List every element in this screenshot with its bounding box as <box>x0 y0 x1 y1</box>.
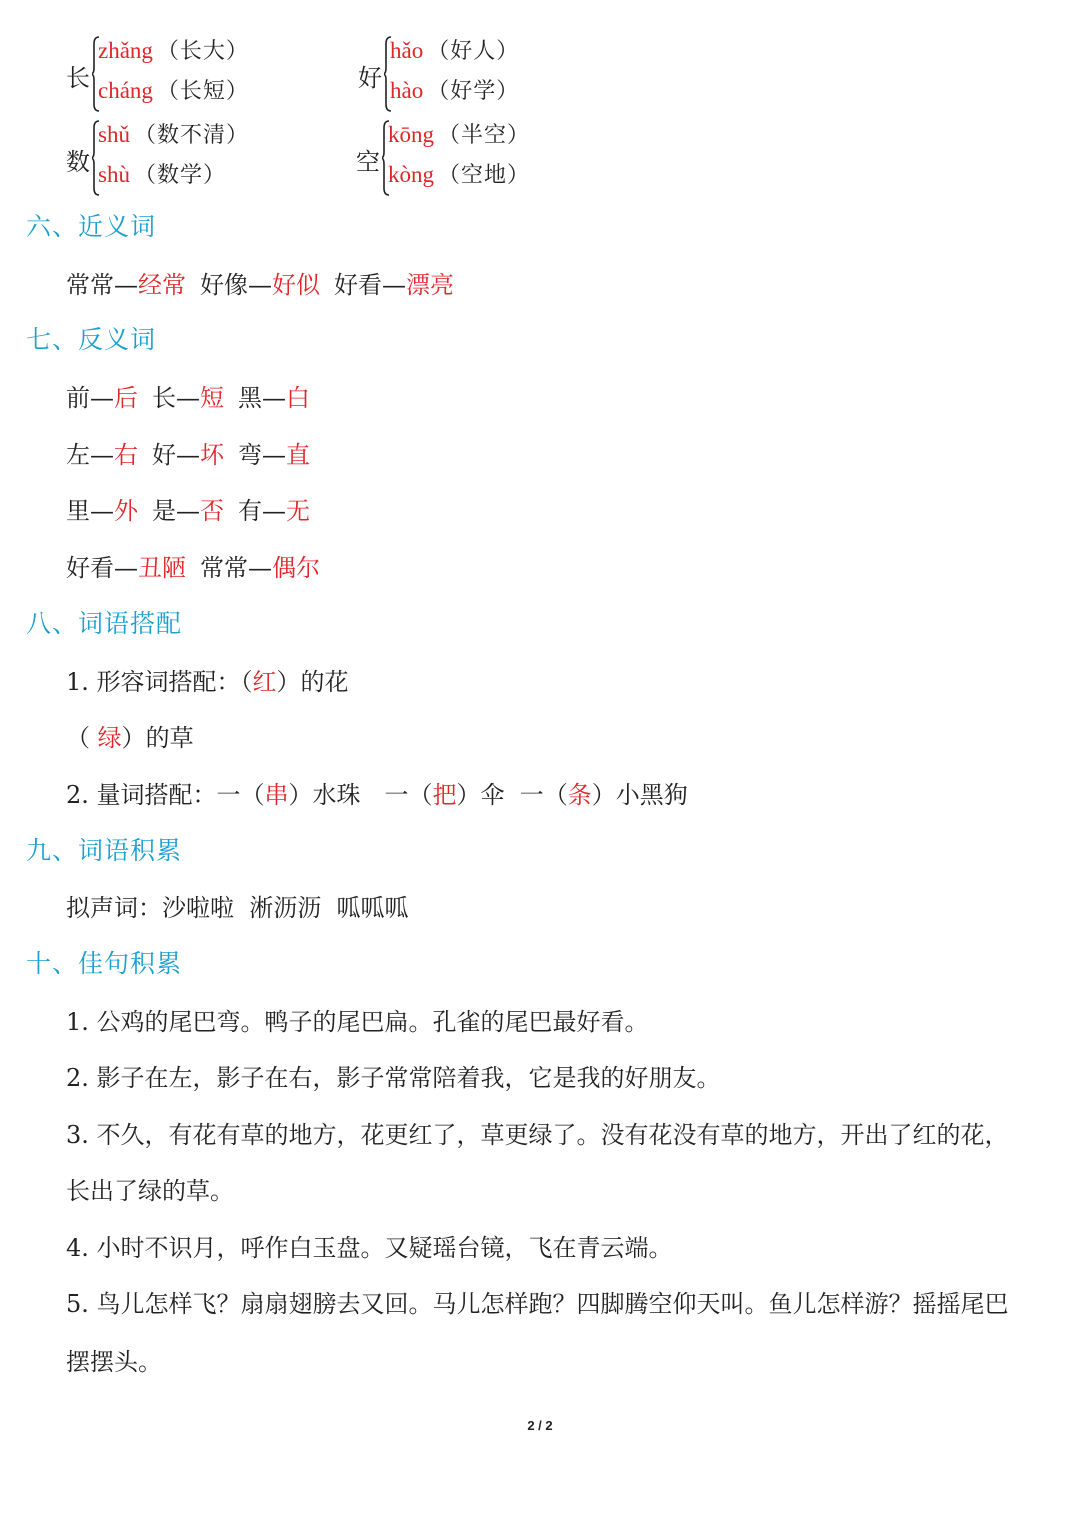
word: 左— <box>66 441 114 469</box>
answer-word: 右 <box>114 441 138 469</box>
answer-word: 坏 <box>200 441 224 469</box>
polyphone-char: 长 <box>66 64 90 92</box>
section-heading-vocabulary: 九、词语积累 <box>26 836 183 865</box>
text: ）水珠 一（ <box>288 781 433 809</box>
word: 弯— <box>238 441 286 469</box>
section-heading-sentences: 十、佳句积累 <box>26 949 183 978</box>
word: 好— <box>152 441 200 469</box>
polyphone-reading <box>98 74 249 105</box>
polyphone-reading <box>388 118 530 149</box>
pinyin: zhǎng <box>98 38 153 63</box>
example-word: （半空） <box>438 123 531 148</box>
word: 前— <box>66 384 114 412</box>
antonyms-line <box>66 435 310 470</box>
polyphone-char: 好 <box>358 64 382 92</box>
polyphone-reading <box>98 34 249 65</box>
answer-word: 条 <box>567 781 592 809</box>
answer-word: 经常 <box>138 271 186 299</box>
answer-word: 丑陋 <box>138 554 186 582</box>
example-word: （数不清） <box>133 123 249 148</box>
sentence-line: 2. 影子在左，影子在右，影子常常陪着我，它是我的好朋友。 <box>66 1064 721 1092</box>
example-word: （长大） <box>156 39 249 64</box>
antonyms-line <box>66 548 320 583</box>
sentence-line: 3. 不久，有花有草的地方，花更红了，草更绿了。没有花没有草的地方，开出了红的花， <box>66 1121 1009 1149</box>
answer-word: 白 <box>286 384 310 412</box>
collocation-line-2 <box>66 718 194 753</box>
text: 1. 形容词搭配：（ <box>66 668 253 696</box>
example-word: （好人） <box>427 39 520 64</box>
sentence-line: 长出了绿的草。 <box>66 1177 234 1205</box>
polyphone-reading <box>388 158 530 189</box>
page-number: 2 / 2 <box>527 1418 553 1433</box>
pinyin: hǎo <box>390 38 424 63</box>
sentence-line: 5. 鸟儿怎样飞？扇扇翅膀去又回。马儿怎样跑？四脚腾空仰天叫。鱼儿怎样游？摇摇尾巴 <box>66 1290 1009 1318</box>
collocation-line-3 <box>66 775 688 810</box>
answer-word: 无 <box>286 497 310 525</box>
word: 黑— <box>238 384 286 412</box>
onomatopoeia-line: 拟声词：沙啦啦 淅沥沥 呱呱呱 <box>66 894 409 922</box>
example-word: （数学） <box>133 163 226 188</box>
answer-word: 好似 <box>272 271 320 299</box>
word: 常常— <box>66 271 138 299</box>
answer-word: 短 <box>200 384 224 412</box>
text: ）的草 <box>121 724 194 752</box>
text: ）的花 <box>276 668 349 696</box>
antonyms-line <box>66 378 310 413</box>
text: （ <box>66 724 98 752</box>
answer-word: 后 <box>114 384 138 412</box>
section-heading-collocation: 八、词语搭配 <box>26 609 183 638</box>
word: 是— <box>152 497 200 525</box>
word: 长— <box>152 384 200 412</box>
antonyms-line <box>66 491 310 526</box>
answer-word: 串 <box>264 781 289 809</box>
example-word: （空地） <box>438 163 531 188</box>
answer-word: 偶尔 <box>272 554 320 582</box>
pinyin: shù <box>98 162 130 187</box>
polyphone-reading <box>98 118 249 149</box>
synonyms-line <box>66 265 454 300</box>
word: 有— <box>238 497 286 525</box>
example-word: （长短） <box>156 79 249 104</box>
polyphone-reading <box>390 74 519 105</box>
answer-word: 把 <box>432 781 457 809</box>
polyphone-char: 数 <box>66 148 90 176</box>
pinyin: cháng <box>98 78 153 103</box>
section-heading-synonyms: 六、近义词 <box>26 212 157 241</box>
pinyin: shǔ <box>98 122 130 147</box>
example-word: （好学） <box>427 79 520 104</box>
word: 好看— <box>66 554 138 582</box>
text: ）小黑狗 <box>591 781 688 809</box>
word: 常常— <box>200 554 272 582</box>
polyphone-char: 空 <box>356 148 380 176</box>
answer-word: 外 <box>114 497 138 525</box>
answer-word: 直 <box>286 441 310 469</box>
answer-word: 绿 <box>97 724 122 752</box>
answer-word: 否 <box>200 497 224 525</box>
text: ）伞 一（ <box>456 781 568 809</box>
pinyin: kòng <box>388 162 434 187</box>
answer-word: 红 <box>252 668 277 696</box>
pinyin: kōng <box>388 122 434 147</box>
sentence-line: 摆摆头。 <box>66 1348 162 1376</box>
text: 2. 量词搭配：一（ <box>66 781 265 809</box>
word: 里— <box>66 497 114 525</box>
section-heading-antonyms: 七、反义词 <box>26 325 157 354</box>
word: 好像— <box>200 271 272 299</box>
sentence-line: 1. 公鸡的尾巴弯。鸭子的尾巴扁。孔雀的尾巴最好看。 <box>66 1008 649 1036</box>
polyphone-reading <box>98 158 226 189</box>
polyphone-reading <box>390 34 519 65</box>
collocation-line-1 <box>66 662 349 697</box>
sentence-line: 4. 小时不识月，呼作白玉盘。又疑瑶台镜，飞在青云端。 <box>66 1234 673 1262</box>
pinyin: hào <box>390 78 424 103</box>
answer-word: 漂亮 <box>406 271 454 299</box>
word: 好看— <box>334 271 406 299</box>
